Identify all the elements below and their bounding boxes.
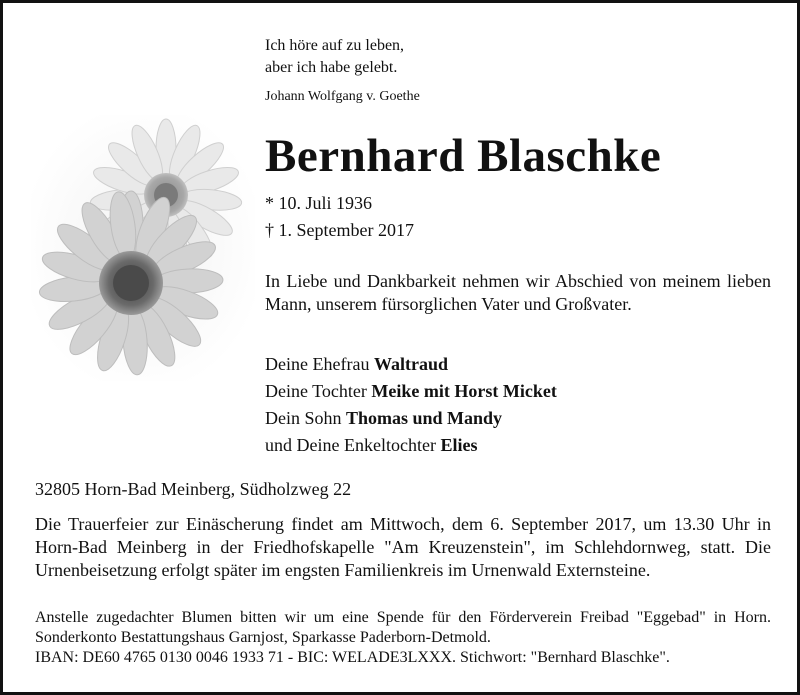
ceremony-text: Die Trauerfeier zur Einäscherung findet am Mittwoch, dem 6. September 2017, um 13.30 Uhr in Horn-Bad Meinberg in der Friedhofskapelle "Am Kreuzenstein", im Schlehdornweg, statt. Die Urnenbeisetzung erfolgt später im engsten Familienkreis im Urnenwald Externsteine.	[35, 514, 771, 580]
mourners-list	[265, 351, 557, 459]
donation-line-2: IBAN: DE60 4765 0130 0046 1933 71 - BIC: WELADE3LXXX. Stichwort: "Bernhard Blaschke".	[35, 649, 670, 666]
mourner-line	[265, 351, 557, 378]
mourner-relation: Deine Tochter	[265, 381, 372, 401]
mourner-name: Meike mit Horst Micket	[371, 381, 557, 401]
quote-line-1: Ich höre auf zu leben,	[265, 37, 405, 54]
mourner-relation: Deine Ehefrau	[265, 354, 374, 374]
mourner-line	[265, 432, 557, 459]
quote-author: Johann Wolfgang v. Goethe	[265, 89, 420, 104]
mourner-name: Elies	[440, 435, 478, 455]
donation-text	[35, 608, 771, 668]
birth-date: * 10. Juli 1936	[265, 193, 373, 213]
mourner-line	[265, 378, 557, 405]
mourner-name: Waltraud	[373, 354, 448, 374]
quote-line-2: aber ich habe gelebt.	[265, 59, 398, 76]
dedication-text: In Liebe und Dankbarkeit nehmen wir Abschied von meinem lieben Mann, unserem fürsorglichen Vater und Großvater.	[265, 271, 771, 314]
quote	[265, 35, 404, 79]
mourner-relation: Dein Sohn	[265, 408, 346, 428]
death-date: † 1. September 2017	[265, 220, 414, 240]
mourner-name: Thomas und Mandy	[346, 408, 503, 428]
mourner-line	[265, 405, 557, 432]
donation-line-1: Anstelle zugedachter Blumen bitten wir um eine Spende für den Förderverein Freibad "Eggebad" in Horn. Sonderkonto Bestattungshaus Garnjost, Sparkasse Paderborn-Detmold.	[35, 609, 771, 646]
family-address: 32805 Horn-Bad Meinberg, Südholzweg 22	[35, 479, 352, 499]
deceased-name: Bernhard Blaschke	[265, 130, 662, 182]
sunflower-image	[31, 115, 255, 381]
mourner-relation: und Deine Enkeltochter	[265, 435, 441, 455]
